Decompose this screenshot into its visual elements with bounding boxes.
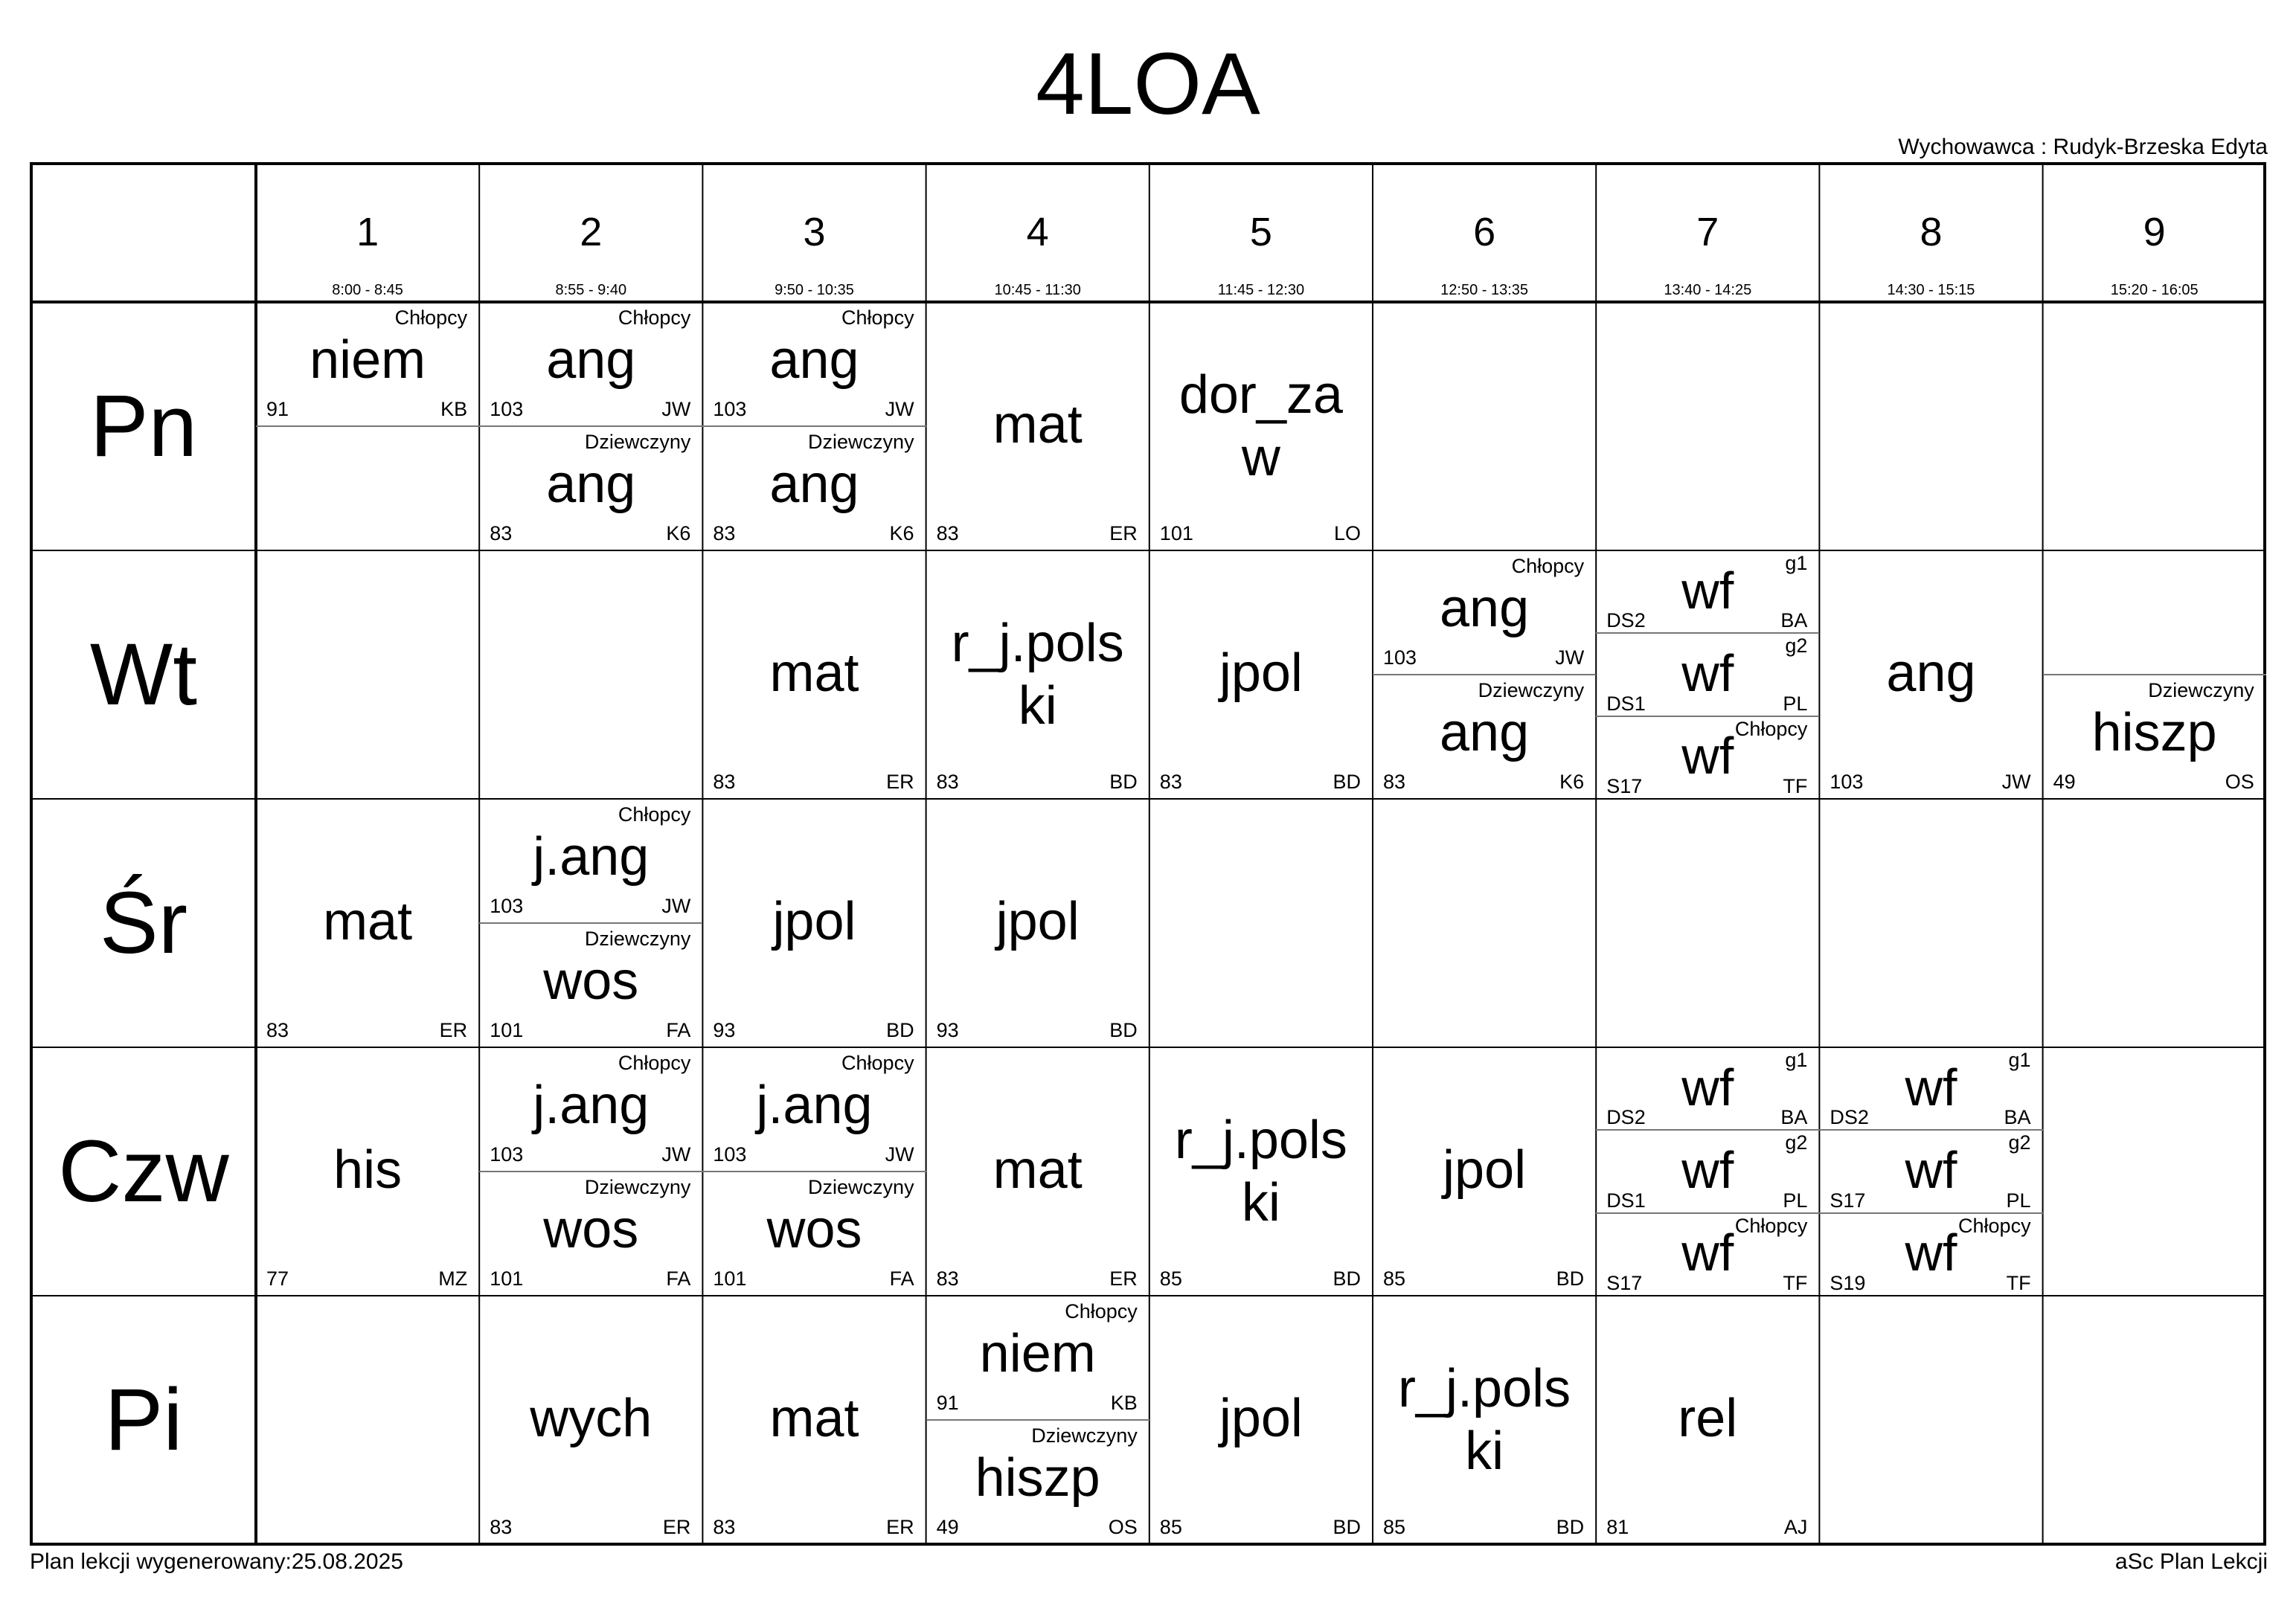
lesson-subject: ang <box>769 454 859 514</box>
lesson <box>1596 1296 1819 1544</box>
lesson <box>256 799 479 1047</box>
lesson-subject: jpol <box>995 892 1080 951</box>
lesson <box>1373 1296 1596 1544</box>
lesson-room: 83 <box>1383 771 1406 793</box>
lesson-teacher: MZ <box>438 1267 468 1290</box>
lesson-group: Chłopcy <box>394 306 468 329</box>
lesson-room: 85 <box>1159 1267 1182 1290</box>
lesson <box>1149 1047 1373 1296</box>
lesson-room: 103 <box>490 398 524 420</box>
period-number: 1 <box>356 210 379 254</box>
period-header <box>2043 164 2266 302</box>
lesson-teacher: BA <box>1780 1106 1808 1129</box>
period-header <box>256 164 479 302</box>
lesson <box>1819 550 2042 799</box>
lesson-teacher: BD <box>1333 771 1361 793</box>
lesson-group: g1 <box>2008 1049 2031 1071</box>
lesson-room: S17 <box>1830 1189 1866 1212</box>
lesson <box>1149 550 1373 799</box>
lesson-subject: ang <box>1886 643 1976 703</box>
lesson-room: 85 <box>1159 1516 1182 1538</box>
lesson-group: Dziewczyny <box>1031 1424 1138 1447</box>
lesson-teacher: JW <box>661 895 691 917</box>
lesson <box>1149 1296 1373 1544</box>
lesson <box>479 923 702 1047</box>
lesson <box>1819 1130 2042 1212</box>
lesson-room: 49 <box>2053 771 2076 793</box>
lesson-teacher: PL <box>1783 692 1808 715</box>
lesson-room: DS1 <box>1606 1189 1646 1212</box>
lesson-teacher: BD <box>1556 1267 1585 1290</box>
lesson <box>1373 550 1596 675</box>
lesson-subject: wf <box>1681 1140 1734 1199</box>
period-header <box>1596 164 1819 302</box>
lesson-subject: wf <box>1681 561 1734 620</box>
lesson-group: Chłopcy <box>618 306 691 329</box>
lesson-teacher: LO <box>1333 522 1361 544</box>
lesson <box>1819 1047 2042 1130</box>
period-header <box>926 164 1149 302</box>
lesson-subject: mat <box>769 1389 859 1448</box>
lesson-group: Chłopcy <box>618 803 691 826</box>
lesson-room: 101 <box>490 1019 524 1041</box>
lesson-room: 83 <box>266 1019 289 1041</box>
lesson <box>702 799 926 1047</box>
lesson <box>926 1047 1149 1296</box>
lesson-room: 83 <box>490 522 513 544</box>
lesson-teacher: PL <box>2006 1189 2031 1212</box>
lesson-group: Dziewczyny <box>1478 679 1585 701</box>
lesson-room: 101 <box>1159 522 1193 544</box>
lesson-teacher: KB <box>440 398 468 420</box>
lesson <box>256 1047 479 1296</box>
lesson-teacher: JW <box>661 1143 691 1166</box>
lesson-group: Dziewczyny <box>808 431 914 453</box>
lesson-subject-wrap: w <box>1241 428 1280 487</box>
lesson <box>1149 302 1373 550</box>
lesson-teacher: ER <box>886 771 914 793</box>
lesson-teacher: JW <box>885 398 914 420</box>
lesson-subject: wf <box>1681 643 1734 702</box>
homeroom-teacher: Wychowawca : Rudyk-Brzeska Edyta <box>1898 135 2268 159</box>
lesson-subject: wf <box>1905 1140 1957 1199</box>
lesson-room: 83 <box>1159 771 1182 793</box>
lesson <box>256 302 479 426</box>
lesson-teacher: K6 <box>1559 771 1585 793</box>
lesson <box>1596 1047 1819 1130</box>
lesson-subject: mat <box>993 1140 1083 1200</box>
lesson-room: 103 <box>1830 771 1864 793</box>
day-label-cell <box>31 1296 256 1544</box>
lesson <box>479 799 702 923</box>
lesson <box>1596 550 1819 633</box>
lesson-teacher: TF <box>2006 1271 2031 1294</box>
period-number: 8 <box>1920 210 1943 254</box>
lesson-teacher: JW <box>2001 771 2031 793</box>
lesson-teacher: K6 <box>666 522 691 544</box>
lesson-teacher: JW <box>885 1143 914 1166</box>
lesson-teacher: PL <box>1783 1189 1808 1212</box>
period-number: 3 <box>803 210 826 254</box>
period-number: 9 <box>2143 210 2166 254</box>
day-label: Wt <box>89 626 198 724</box>
lesson-teacher: BA <box>1780 609 1808 632</box>
lesson-group: g1 <box>1785 1049 1808 1071</box>
lesson-group: Chłopcy <box>1734 1214 1808 1237</box>
lesson-room: 85 <box>1383 1516 1406 1538</box>
lesson <box>2043 675 2266 799</box>
lesson <box>479 1296 702 1544</box>
period-header <box>1373 164 1596 302</box>
lesson-room: 91 <box>936 1392 959 1414</box>
lesson-subject: jpol <box>1219 643 1303 703</box>
lesson-subject: wos <box>543 951 639 1011</box>
lesson-subject: jpol <box>1219 1389 1303 1448</box>
lesson-room: S17 <box>1606 774 1643 797</box>
period-time: 8:00 - 8:45 <box>332 282 403 298</box>
lesson-subject: wos <box>766 1199 862 1259</box>
period-number: 7 <box>1696 210 1719 254</box>
lesson-room: DS2 <box>1830 1106 1869 1129</box>
lesson-room: 83 <box>936 771 959 793</box>
lesson <box>479 1172 702 1296</box>
lesson-room: 103 <box>713 1143 747 1166</box>
period-time: 8:55 - 9:40 <box>555 282 627 298</box>
lesson-teacher: ER <box>662 1516 691 1538</box>
lesson-room: 83 <box>490 1516 513 1538</box>
lesson-teacher: OS <box>1108 1516 1138 1538</box>
lesson-room: 81 <box>1606 1516 1629 1538</box>
lesson-room: DS1 <box>1606 692 1646 715</box>
lesson-teacher: FA <box>889 1267 914 1290</box>
lesson-group: Dziewczyny <box>584 1176 691 1198</box>
lesson-teacher: ER <box>1109 1267 1138 1290</box>
lesson-subject: j.ang <box>756 1075 873 1135</box>
lesson-room: 91 <box>266 398 289 420</box>
lesson-teacher: BD <box>1109 1019 1138 1041</box>
lesson-group: Dziewczyny <box>584 928 691 950</box>
lesson-group: g2 <box>1785 1131 1808 1154</box>
day-label: Pn <box>89 377 198 475</box>
lesson-subject: jpol <box>772 892 856 951</box>
lesson-subject-wrap: ki <box>1465 1421 1504 1481</box>
period-header <box>1149 164 1373 302</box>
lesson-teacher: BD <box>886 1019 914 1041</box>
lesson <box>926 550 1149 799</box>
lesson <box>702 550 926 799</box>
day-label-cell <box>31 1047 256 1296</box>
lesson-subject: hiszp <box>2091 702 2217 762</box>
lesson-teacher: FA <box>666 1267 691 1290</box>
lesson <box>926 799 1149 1047</box>
lesson-room: 77 <box>266 1267 289 1290</box>
lesson <box>702 1296 926 1544</box>
lesson-subject: wf <box>1905 1224 1957 1282</box>
lesson-subject: jpol <box>1443 1140 1527 1200</box>
period-number: 2 <box>580 210 603 254</box>
lesson-subject: wf <box>1681 1058 1734 1116</box>
lesson-subject: j.ang <box>533 826 650 887</box>
lesson-teacher: AJ <box>1783 1516 1808 1538</box>
lesson-room: 83 <box>713 522 736 544</box>
lesson-subject: j.ang <box>533 1075 650 1135</box>
lesson <box>926 302 1149 550</box>
lesson-group: Chłopcy <box>841 1052 914 1074</box>
lesson <box>1596 1213 1819 1296</box>
lesson-room: DS2 <box>1606 1106 1646 1129</box>
lesson-subject: r_j.pols <box>951 614 1124 673</box>
lesson-group: Dziewczyny <box>2148 679 2254 701</box>
lesson-group: Chłopcy <box>841 306 914 329</box>
lesson-group: Chłopcy <box>1958 1214 2031 1237</box>
lesson <box>1819 1213 2042 1296</box>
lesson-group: g2 <box>2008 1131 2031 1154</box>
lesson-group: g2 <box>1785 634 1808 658</box>
day-label-cell <box>31 550 256 799</box>
period-time: 15:20 - 16:05 <box>2110 282 2199 298</box>
lesson-subject: r_j.pols <box>1174 1111 1347 1170</box>
lesson-subject: wos <box>543 1199 639 1259</box>
day-label-cell <box>31 302 256 550</box>
lesson-teacher: ER <box>886 1516 914 1538</box>
day-label: Pi <box>104 1371 183 1469</box>
lesson-room: 103 <box>713 398 747 420</box>
lesson-room: 103 <box>1383 646 1417 669</box>
period-time: 12:50 - 13:35 <box>1440 282 1529 298</box>
lesson-subject: mat <box>769 643 859 703</box>
lesson-room: 93 <box>936 1019 959 1041</box>
lesson-room: 83 <box>936 522 959 544</box>
lesson <box>1596 1130 1819 1212</box>
lesson-subject: ang <box>1440 702 1530 762</box>
period-time: 14:30 - 15:15 <box>1887 282 1975 298</box>
lesson-subject-wrap: ki <box>1241 1173 1280 1232</box>
lesson-teacher: OS <box>2225 771 2254 793</box>
lesson-group: Chłopcy <box>618 1052 691 1074</box>
lesson-room: S17 <box>1606 1271 1643 1294</box>
lesson-room: DS2 <box>1606 609 1646 632</box>
lesson-teacher: BD <box>1333 1267 1361 1290</box>
lesson <box>1373 675 1596 799</box>
lesson-teacher: ER <box>439 1019 468 1041</box>
lesson-teacher: KB <box>1110 1392 1138 1414</box>
lesson-subject: wych <box>530 1389 652 1448</box>
period-number: 6 <box>1473 210 1496 254</box>
lesson <box>702 1172 926 1296</box>
lesson-room: 103 <box>490 895 524 917</box>
lesson-room: 49 <box>936 1516 959 1538</box>
lesson <box>479 426 702 550</box>
period-header <box>1819 164 2042 302</box>
lesson-subject: niem <box>979 1323 1096 1383</box>
lesson-teacher: BD <box>1556 1516 1585 1538</box>
period-time: 11:45 - 12:30 <box>1217 282 1305 298</box>
lesson-subject: ang <box>1440 578 1530 638</box>
lesson-room: 101 <box>490 1267 524 1290</box>
lesson-group: Dziewczyny <box>584 431 691 453</box>
lesson <box>702 1047 926 1172</box>
lesson <box>702 302 926 426</box>
lesson <box>479 302 702 426</box>
page-title: 4LOA <box>1036 35 1260 133</box>
lesson-group: g1 <box>1785 552 1808 574</box>
lesson-group: Chłopcy <box>1511 555 1585 577</box>
lesson-room: 83 <box>713 771 736 793</box>
lesson-subject: wf <box>1681 1224 1734 1282</box>
day-label: Czw <box>58 1122 229 1221</box>
lesson <box>1596 633 1819 716</box>
lesson-group: Chłopcy <box>1065 1300 1138 1322</box>
lesson-room: 83 <box>936 1267 959 1290</box>
day-label: Śr <box>100 874 187 972</box>
lesson-subject: rel <box>1678 1389 1738 1448</box>
lesson-room: 83 <box>713 1516 736 1538</box>
lesson-room: S19 <box>1830 1271 1866 1294</box>
lesson-subject: mat <box>323 892 413 951</box>
lesson-subject: his <box>333 1140 403 1200</box>
lesson-subject: niem <box>310 330 426 390</box>
lesson-subject: wf <box>1681 727 1734 785</box>
lesson-group: Dziewczyny <box>808 1176 914 1198</box>
lesson-group: Chłopcy <box>1734 717 1808 740</box>
period-time: 10:45 - 11:30 <box>994 282 1081 298</box>
lesson-teacher: BD <box>1109 771 1138 793</box>
lesson-teacher: JW <box>1555 646 1585 669</box>
day-label-cell <box>31 799 256 1047</box>
period-time: 13:40 - 14:25 <box>1664 282 1752 298</box>
period-number: 4 <box>1026 210 1049 254</box>
lesson-subject: hiszp <box>975 1447 1100 1508</box>
period-time: 9:50 - 10:35 <box>775 282 854 298</box>
lesson-room: 103 <box>490 1143 524 1166</box>
lesson-teacher: FA <box>666 1019 691 1041</box>
lesson-subject: ang <box>769 330 859 390</box>
lesson <box>702 426 926 550</box>
lesson-subject-wrap: ki <box>1018 676 1057 736</box>
lesson-teacher: ER <box>1109 522 1138 544</box>
lesson <box>1373 1047 1596 1296</box>
lesson <box>926 1296 1149 1420</box>
lesson-teacher: BD <box>1333 1516 1361 1538</box>
lesson-subject: mat <box>993 395 1083 454</box>
lesson-subject: r_j.pols <box>1398 1359 1571 1418</box>
period-header <box>479 164 702 302</box>
lesson-teacher: JW <box>661 398 691 420</box>
lesson <box>1596 716 1819 799</box>
lesson-subject: dor_za <box>1179 365 1343 425</box>
lesson <box>479 1047 702 1172</box>
lesson-room: 93 <box>713 1019 736 1041</box>
lesson-subject: ang <box>546 330 636 390</box>
lesson-teacher: K6 <box>889 522 914 544</box>
lesson-teacher: TF <box>1783 1271 1808 1294</box>
period-number: 5 <box>1249 210 1272 254</box>
lesson <box>926 1420 1149 1544</box>
subgroup-divider <box>256 425 479 427</box>
lesson-teacher: TF <box>1783 774 1808 797</box>
lesson-room: 101 <box>713 1267 747 1290</box>
app-credit: aSc Plan Lekcji <box>2114 1549 2268 1574</box>
lesson-subject: ang <box>546 454 636 514</box>
generated-date: Plan lekcji wygenerowany:25.08.2025 <box>30 1549 403 1574</box>
lesson-room: 85 <box>1383 1267 1406 1290</box>
lesson-subject: wf <box>1905 1058 1957 1116</box>
period-header <box>702 164 926 302</box>
lesson-teacher: BA <box>2004 1106 2031 1129</box>
